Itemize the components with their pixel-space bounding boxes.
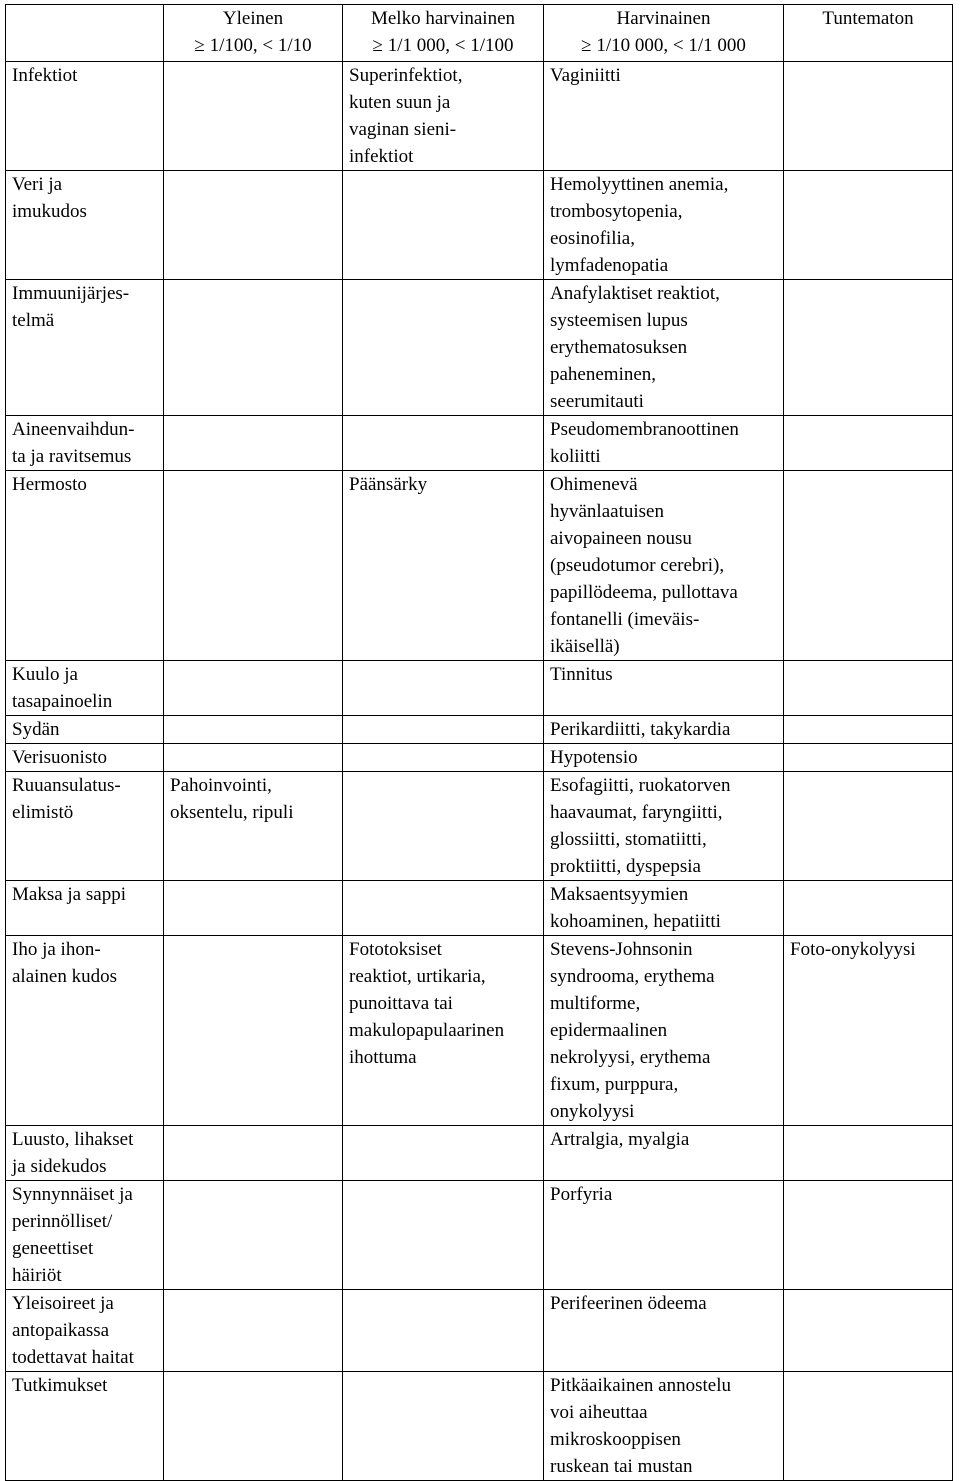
organ-class-cell: Ruuansulatus- elimistö — [6, 772, 164, 881]
organ-class-cell: Maksa ja sappi — [6, 881, 164, 936]
table-row — [6, 744, 953, 772]
uncommon-cell: Superinfektiot, kuten suun ja vaginan sieni- infektiot — [343, 62, 544, 171]
rare-cell: Porfyria — [544, 1181, 784, 1290]
rare-cell: Maksaentsyymien kohoaminen, hepatiitti — [544, 881, 784, 936]
table-row — [6, 280, 953, 416]
common-cell — [164, 471, 343, 661]
uncommon-cell — [343, 280, 544, 416]
organ-class-cell: Synnynnäiset ja perinnölliset/ geneettiset häiriöt — [6, 1181, 164, 1290]
uncommon-cell — [343, 416, 544, 471]
table-row — [6, 416, 953, 471]
common-cell — [164, 280, 343, 416]
unknown-cell — [784, 62, 953, 171]
table-row — [6, 1372, 953, 1481]
uncommon-cell — [343, 881, 544, 936]
unknown-cell — [784, 416, 953, 471]
rare-cell: Esofagiitti, ruokatorven haavaumat, faryngiitti, glossiitti, stomatiitti, proktiitti, dyspepsia — [544, 772, 784, 881]
header-organ-class — [6, 5, 164, 62]
uncommon-cell — [343, 1372, 544, 1481]
uncommon-cell — [343, 716, 544, 744]
uncommon-cell — [343, 772, 544, 881]
header-uncommon: Melko harvinainen ≥ 1/1 000, < 1/100 — [343, 5, 544, 62]
organ-class-cell: Aineenvaihdun- ta ja ravitsemus — [6, 416, 164, 471]
unknown-cell — [784, 280, 953, 416]
header-unknown: Tuntematon — [784, 5, 953, 62]
uncommon-cell: Päänsärky — [343, 471, 544, 661]
unknown-cell — [784, 881, 953, 936]
rare-cell: Hemolyyttinen anemia, trombosytopenia, eosinofilia, lymfadenopatia — [544, 171, 784, 280]
uncommon-cell — [343, 1181, 544, 1290]
table-row — [6, 1181, 953, 1290]
table-row — [6, 716, 953, 744]
common-cell — [164, 716, 343, 744]
rare-cell: Ohimenevä hyvänlaatuisen aivopaineen nousu (pseudotumor cerebri), papillödeema, pullottava fontanelli (imeväis- ikäisellä) — [544, 471, 784, 661]
uncommon-cell — [343, 744, 544, 772]
common-cell — [164, 936, 343, 1126]
unknown-cell — [784, 1181, 953, 1290]
unknown-cell — [784, 716, 953, 744]
uncommon-cell — [343, 1290, 544, 1372]
unknown-cell — [784, 661, 953, 716]
organ-class-cell: Tutkimukset — [6, 1372, 164, 1481]
organ-class-cell: Kuulo ja tasapainoelin — [6, 661, 164, 716]
unknown-cell — [784, 1372, 953, 1481]
uncommon-cell: Fototoksiset reaktiot, urtikaria, punoittava tai makulopapulaarinen ihottuma — [343, 936, 544, 1126]
rare-cell: Perikardiitti, takykardia — [544, 716, 784, 744]
organ-class-cell: Infektiot — [6, 62, 164, 171]
rare-cell: Vaginiitti — [544, 62, 784, 171]
rare-cell: Anafylaktiset reaktiot, systeemisen lupus erythematosuksen paheneminen, seerumitauti — [544, 280, 784, 416]
uncommon-cell — [343, 661, 544, 716]
unknown-cell — [784, 1290, 953, 1372]
unknown-cell — [784, 772, 953, 881]
organ-class-cell: Luusto, lihakset ja sidekudos — [6, 1126, 164, 1181]
uncommon-cell — [343, 1126, 544, 1181]
common-cell — [164, 1126, 343, 1181]
header-rare: Harvinainen ≥ 1/10 000, < 1/1 000 — [544, 5, 784, 62]
table-row — [6, 171, 953, 280]
rare-cell: Perifeerinen ödeema — [544, 1290, 784, 1372]
rare-cell: Artralgia, myalgia — [544, 1126, 784, 1181]
uncommon-cell — [343, 171, 544, 280]
rare-cell: Tinnitus — [544, 661, 784, 716]
table-row — [6, 471, 953, 661]
rare-cell: Hypotensio — [544, 744, 784, 772]
common-cell — [164, 1372, 343, 1481]
header-common: Yleinen ≥ 1/100, < 1/10 — [164, 5, 343, 62]
table-row — [6, 936, 953, 1126]
unknown-cell — [784, 744, 953, 772]
organ-class-cell: Hermosto — [6, 471, 164, 661]
organ-class-cell: Sydän — [6, 716, 164, 744]
adverse-effects-table — [5, 4, 953, 1481]
organ-class-cell: Immuunijärjes- telmä — [6, 280, 164, 416]
table-row — [6, 881, 953, 936]
table-row — [6, 1126, 953, 1181]
common-cell: Pahoinvointi, oksentelu, ripuli — [164, 772, 343, 881]
table-row — [6, 661, 953, 716]
common-cell — [164, 171, 343, 280]
common-cell — [164, 744, 343, 772]
common-cell — [164, 1290, 343, 1372]
unknown-cell — [784, 471, 953, 661]
organ-class-cell: Verisuonisto — [6, 744, 164, 772]
common-cell — [164, 416, 343, 471]
unknown-cell: Foto-onykolyysi — [784, 936, 953, 1126]
common-cell — [164, 881, 343, 936]
organ-class-cell: Yleisoireet ja antopaikassa todettavat haitat — [6, 1290, 164, 1372]
rare-cell: Pseudomembranoottinen koliitti — [544, 416, 784, 471]
common-cell — [164, 62, 343, 171]
table-row — [6, 772, 953, 881]
rare-cell: Pitkäaikainen annostelu voi aiheuttaa mikroskooppisen ruskean tai mustan — [544, 1372, 784, 1481]
table-row — [6, 62, 953, 171]
unknown-cell — [784, 171, 953, 280]
organ-class-cell: Veri ja imukudos — [6, 171, 164, 280]
header-row — [6, 5, 953, 62]
organ-class-cell: Iho ja ihon- alainen kudos — [6, 936, 164, 1126]
rare-cell: Stevens-Johnsonin syndrooma, erythema multiforme, epidermaalinen nekrolyysi, erythema fixum, purppura, onykolyysi — [544, 936, 784, 1126]
common-cell — [164, 661, 343, 716]
common-cell — [164, 1181, 343, 1290]
table-row — [6, 1290, 953, 1372]
unknown-cell — [784, 1126, 953, 1181]
